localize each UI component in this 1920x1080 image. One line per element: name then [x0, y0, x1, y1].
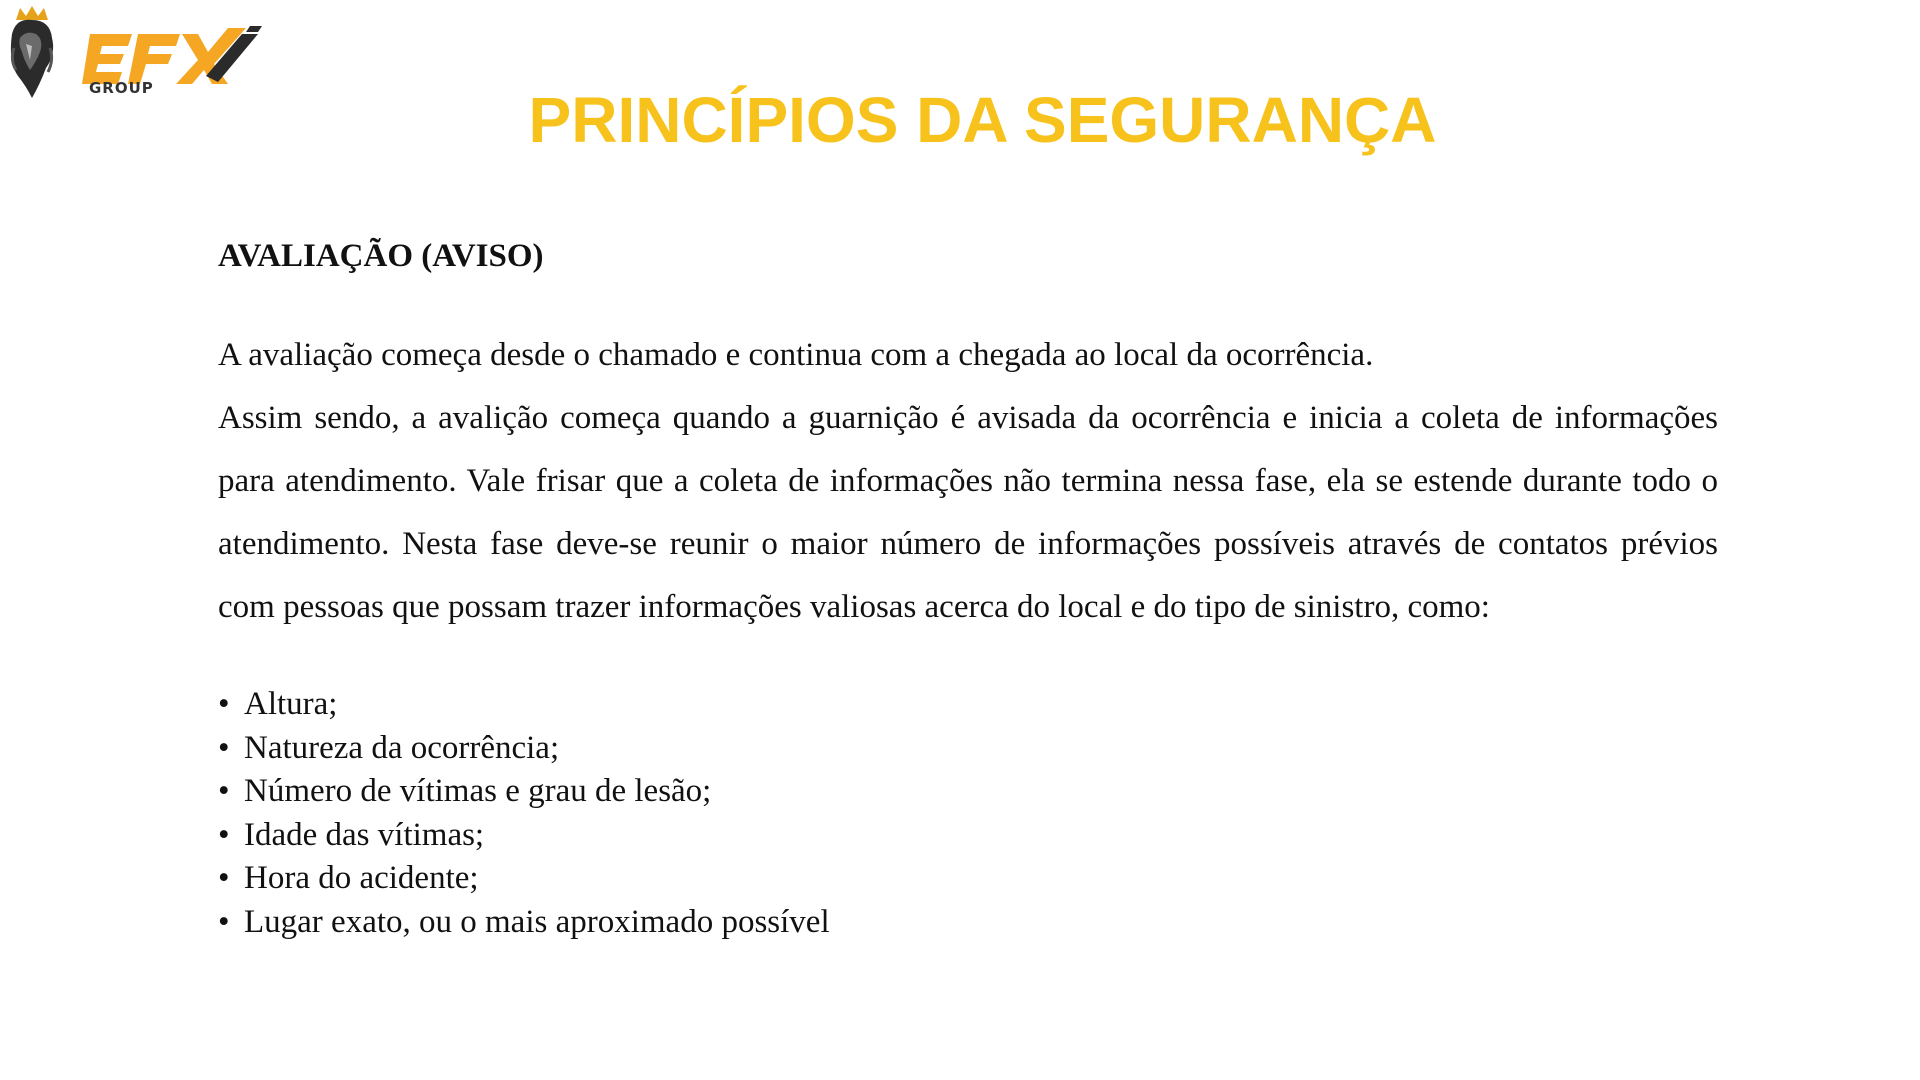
bullet-list: [218, 683, 1718, 944]
list-item: • Altura;: [218, 683, 1718, 727]
list-item: • Idade das vítimas;: [218, 814, 1718, 858]
bullet-icon: •: [218, 729, 230, 766]
intro-sentence: A avaliação começa desde o chamado e continua com a chegada ao local da ocorrência.: [218, 337, 1374, 373]
bullet-icon: •: [218, 903, 230, 940]
list-item: • Lugar exato, ou o mais aproximado possível: [218, 901, 1718, 945]
slide-content: [218, 226, 1718, 944]
bullet-icon: •: [218, 816, 230, 853]
list-item: • Natureza da ocorrência;: [218, 727, 1718, 771]
bullet-icon: •: [218, 686, 230, 722]
list-item: • Número de vítimas e grau de lesão;: [218, 770, 1718, 814]
page-title: PRINCÍPIOS DA SEGURANÇA: [528, 84, 1437, 156]
section-heading: AVALIAÇÃO (AVISO): [218, 238, 544, 274]
list-item: • Hora do acidente;: [218, 857, 1718, 901]
bullet-icon: •: [218, 773, 230, 809]
bullet-icon: •: [218, 860, 230, 896]
body-paragraph: [218, 324, 1718, 639]
paragraph-text: Assim sendo, a avalição começa quando a guarnição é avisada da ocorrência e inicia a coleta de informações para atendimento. Vale frisar que a coleta de informações não termina nessa fase, ela se estende durante todo o atendimento. Nesta fase deve-se reunir o maior número de informações possíveis através de contatos prévios com pessoas que possam trazer informações valiosas acerca do local e do tipo de sinistro, como:: [218, 400, 1718, 625]
logo-group-text: GROUP: [89, 79, 154, 97]
